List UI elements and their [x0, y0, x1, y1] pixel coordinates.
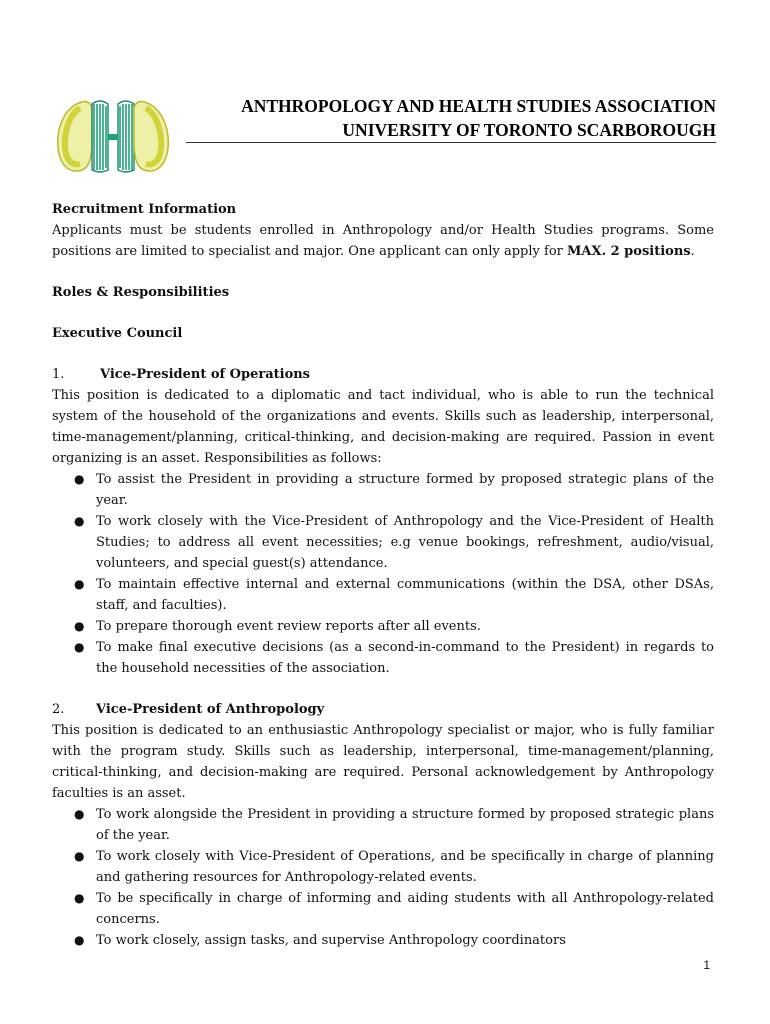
bullet-icon: ● — [74, 640, 85, 654]
page-number: 1 — [703, 958, 710, 972]
executive-council-heading: Executive Council — [52, 326, 183, 341]
vp-operations-description: This position is dedicated to a diplomatic and tact individual, who is able to run the technical system of the household of the organizations and events. Skills such as leadership, interpersonal, time-management/planning, critical-thinking, and decision-making are required. Passion in event organizing is an asset. Responsibilities as follows: — [52, 388, 714, 466]
document-body — [52, 199, 714, 951]
vp-operations-heading — [52, 364, 714, 385]
document-header — [186, 94, 716, 142]
bullet-icon: ● — [74, 619, 85, 633]
section-title: Vice-President of Anthropology — [96, 702, 325, 717]
list-item: ● To make final executive decisions (as a second-in-command to the President) in regards to the household necessities of the association. — [52, 637, 714, 679]
vp-anthropology-responsibilities — [52, 804, 714, 951]
list-item: ● To maintain effective internal and external communications (within the DSA, other DSAs, staff, and faculties). — [52, 574, 714, 616]
list-item: ● To assist the President in providing a structure formed by proposed strategic plans of the year. — [52, 469, 714, 511]
recruitment-heading: Recruitment Information — [52, 202, 237, 217]
header-association-name: ANTHROPOLOGY AND HEALTH STUDIES ASSOCIATION — [241, 96, 716, 116]
header-university-name: UNIVERSITY OF TORONTO SCARBOROUGH — [342, 120, 716, 140]
section-title: Vice-President of Operations — [100, 367, 311, 382]
vp-operations-responsibilities — [52, 469, 714, 679]
bullet-icon: ● — [74, 891, 85, 905]
vp-anthropology-description: This position is dedicated to an enthusiastic Anthropology specialist or major, who is fully familiar with the program study. Skills such as leadership, interpersonal, time-management/planning, critical-thinking, and decision-making are required. Personal acknowledgement by Anthropology faculties is an asset. — [52, 723, 714, 801]
max-positions-emphasis: MAX. 2 positions — [567, 244, 691, 259]
bullet-icon: ● — [74, 933, 85, 947]
bullet-icon: ● — [74, 807, 85, 821]
recruitment-line-1: Applicants must be students enrolled in Anthropology and/or Health Studies programs. Some — [52, 223, 714, 238]
bullet-icon: ● — [74, 577, 85, 591]
vp-anthropology-heading — [52, 699, 714, 720]
list-item: ● To be specifically in charge of informing and aiding students with all Anthropology-related concerns. — [52, 888, 714, 930]
list-item: ● To prepare thorough event review reports after all events. — [52, 616, 714, 637]
list-item: ● To work closely with the Vice-President of Anthropology and the Vice-President of Health Studies; to address all event necessities; e.g venue bookings, refreshment, audio/visual, volunteers, and special guest(s) attendance. — [52, 511, 714, 574]
header-divider — [186, 142, 716, 143]
list-item: ● To work closely with Vice-President of Operations, and be specifically in charge of planning and gathering resources for Anthropology-related events. — [52, 846, 714, 888]
list-item: ● To work alongside the President in providing a structure formed by proposed strategic plans of the year. — [52, 804, 714, 846]
section-number: 1. — [52, 367, 65, 382]
association-logo — [52, 96, 174, 176]
recruitment-line-2 — [52, 241, 714, 262]
bullet-icon: ● — [74, 514, 85, 528]
recruitment-period: . — [690, 244, 695, 259]
bullet-icon: ● — [74, 849, 85, 863]
roles-heading: Roles & Responsibilities — [52, 285, 230, 300]
recruitment-text: positions are limited to specialist and major. One applicant can only apply for — [52, 244, 567, 259]
section-number: 2. — [52, 702, 65, 717]
list-item: ● To work closely, assign tasks, and supervise Anthropology coordinators — [52, 930, 714, 951]
bullet-icon: ● — [74, 472, 85, 486]
